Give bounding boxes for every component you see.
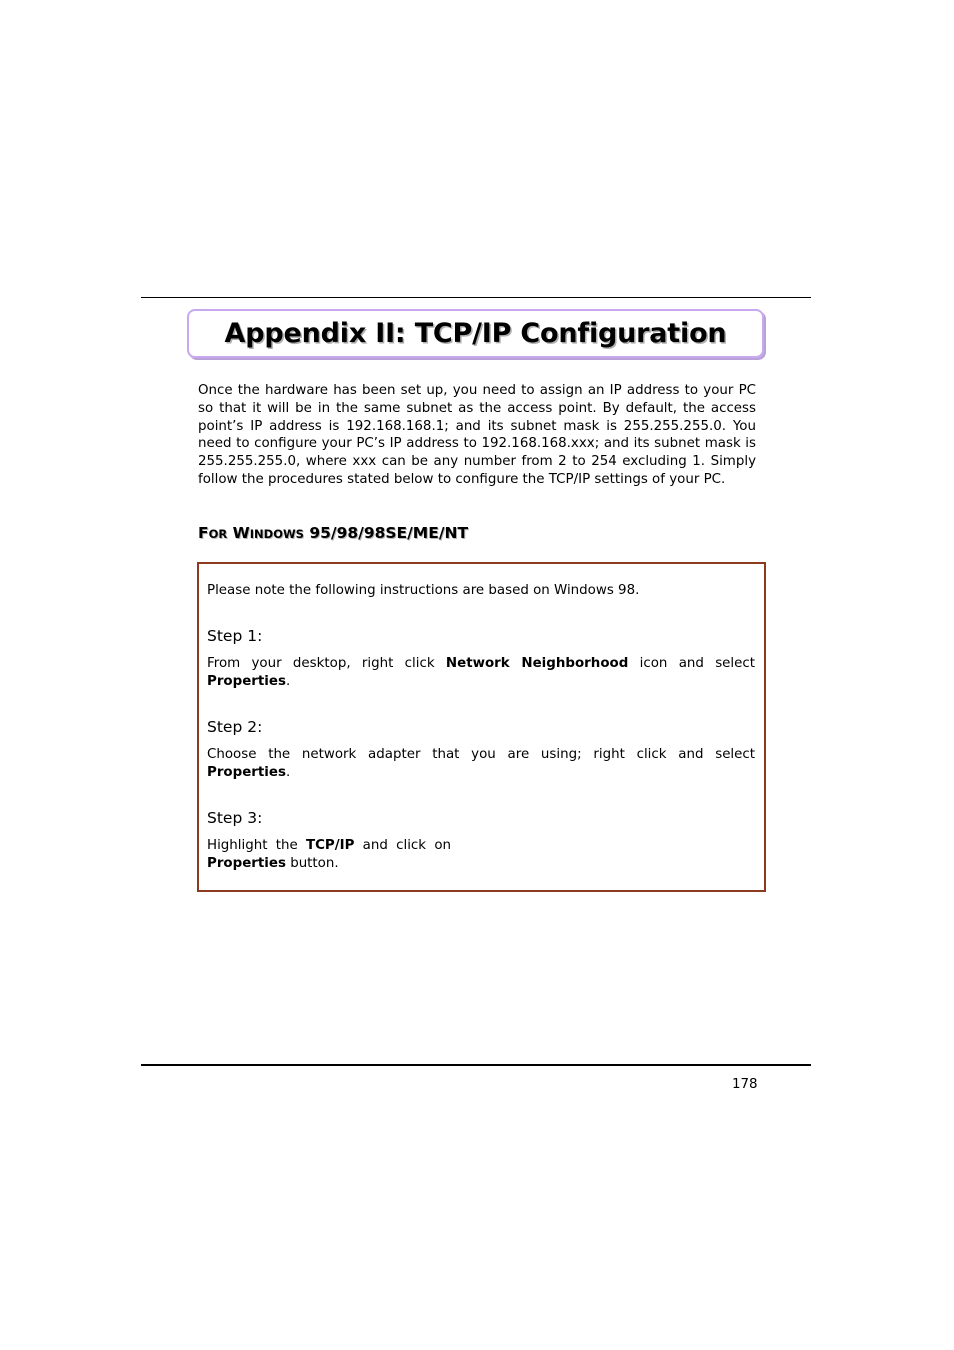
properties-term: Properties: [207, 764, 286, 780]
heading-indows: INDOWS: [249, 527, 304, 541]
heading-or: OR: [208, 527, 228, 541]
note-text: Please note the following instructions are based on Windows 98.: [207, 583, 640, 598]
step-2-title: Step 2:: [207, 718, 263, 736]
step-3-line-1: Highlight the TCP/IP and click on: [207, 838, 451, 853]
step-1-title: Step 1:: [207, 627, 263, 645]
heading-f: F: [198, 524, 209, 542]
properties-term: Properties: [207, 855, 286, 871]
title-box: [187, 309, 764, 358]
heading-w: W: [232, 524, 250, 542]
footer-rule: [141, 1064, 811, 1066]
step-3-body: Highlight the TCP/IP and click on Properties button.: [207, 838, 451, 871]
step-2-body: Choose the network adapter that you are using; right click and select Properties.: [207, 747, 755, 780]
header-rule: [141, 297, 811, 298]
properties-term: Properties: [207, 673, 286, 689]
heading-versions: 95/98/98SE/ME/NT: [309, 524, 469, 542]
section-heading: [198, 524, 468, 542]
page-number: 178: [732, 1077, 758, 1092]
network-neighborhood-term: Network Neighborhood: [445, 656, 629, 671]
intro-paragraph: Once the hardware has been set up, you need to assign an IP address to your PC so that it will be in the same subnet as the access point. By default, the access point’s IP address is 192.168.168.1; and its subnet mask is 255.255.255.0. You need to configure your PC’s IP address to 192.168.168.xxx; and its subnet mask is 255.255.255.0, where xxx can be any number from 2 to 254 excluding 1. Simply follow the procedures stated below to configure the TCP/IP settings of your PC.: [198, 383, 756, 487]
page-title: Appendix II: TCP/IP Configuration: [224, 318, 727, 349]
step-3-title: Step 3:: [207, 809, 263, 827]
step-1-body: From your desktop, right click Network Neighborhood icon and select Properties.: [207, 656, 755, 689]
tcpip-term: TCP/IP: [305, 838, 355, 853]
instructions-box: [197, 562, 766, 892]
